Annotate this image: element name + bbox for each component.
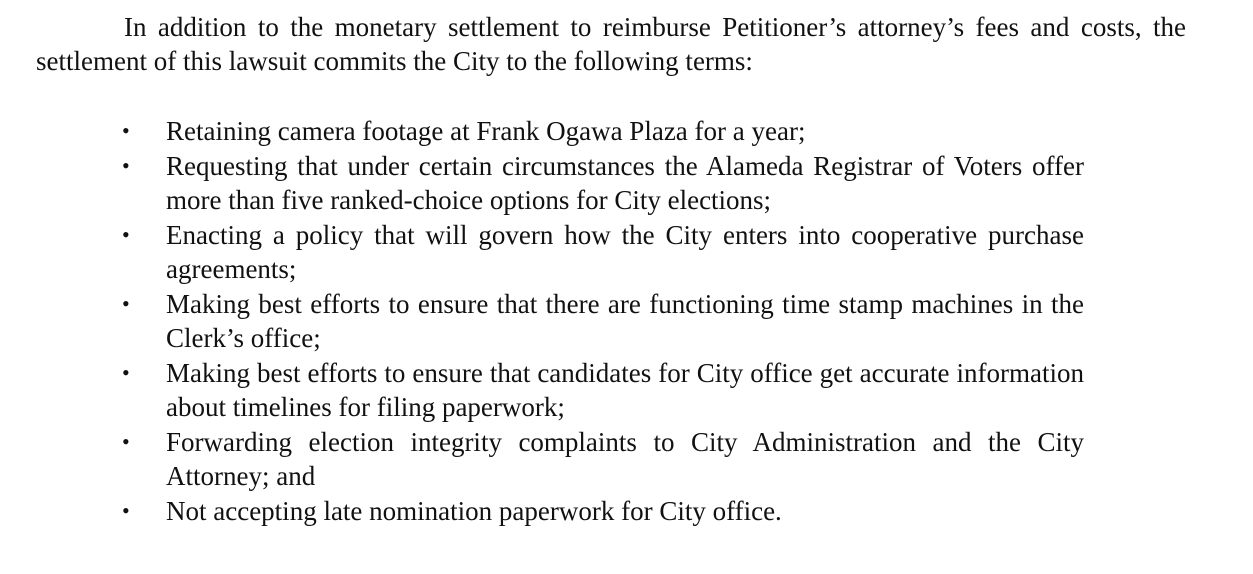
bullet-icon: • bbox=[122, 360, 130, 385]
term-text: Not accepting late nomination paperwork for City office. bbox=[166, 496, 782, 526]
intro-paragraph: In addition to the monetary settlement to reimburse Petitioner’s attorney’s fees and costs, the settlement of this lawsuit commits the City to the following terms: bbox=[36, 12, 1186, 76]
term-text: Requesting that under certain circumstances the Alameda Registrar of Voters offer more than five ranked-choice options for City elections; bbox=[166, 151, 1084, 215]
bullet-icon: • bbox=[122, 118, 130, 143]
list-item bbox=[118, 425, 1084, 493]
list-item bbox=[118, 356, 1084, 424]
term-text: Making best efforts to ensure that there are functioning time stamp machines in the Clerk’s office; bbox=[166, 289, 1084, 353]
bullet-icon: • bbox=[122, 429, 130, 454]
bullet-icon: • bbox=[122, 222, 130, 247]
term-text: Enacting a policy that will govern how the City enters into cooperative purchase agreements; bbox=[166, 220, 1084, 284]
list-item bbox=[118, 149, 1084, 217]
settlement-terms-list bbox=[118, 114, 1084, 529]
term-text: Forwarding election integrity complaints to City Administration and the City Attorney; and bbox=[166, 427, 1084, 491]
term-text: Making best efforts to ensure that candidates for City office get accurate information about timelines for filing paperwork; bbox=[166, 358, 1084, 422]
list-item bbox=[118, 287, 1084, 355]
bullet-icon: • bbox=[122, 498, 130, 523]
term-text: Retaining camera footage at Frank Ogawa Plaza for a year; bbox=[166, 116, 806, 146]
bullet-icon: • bbox=[122, 291, 130, 316]
list-item bbox=[118, 114, 1084, 148]
bullet-icon: • bbox=[122, 153, 130, 178]
list-item bbox=[118, 218, 1084, 286]
list-item bbox=[118, 494, 1084, 528]
